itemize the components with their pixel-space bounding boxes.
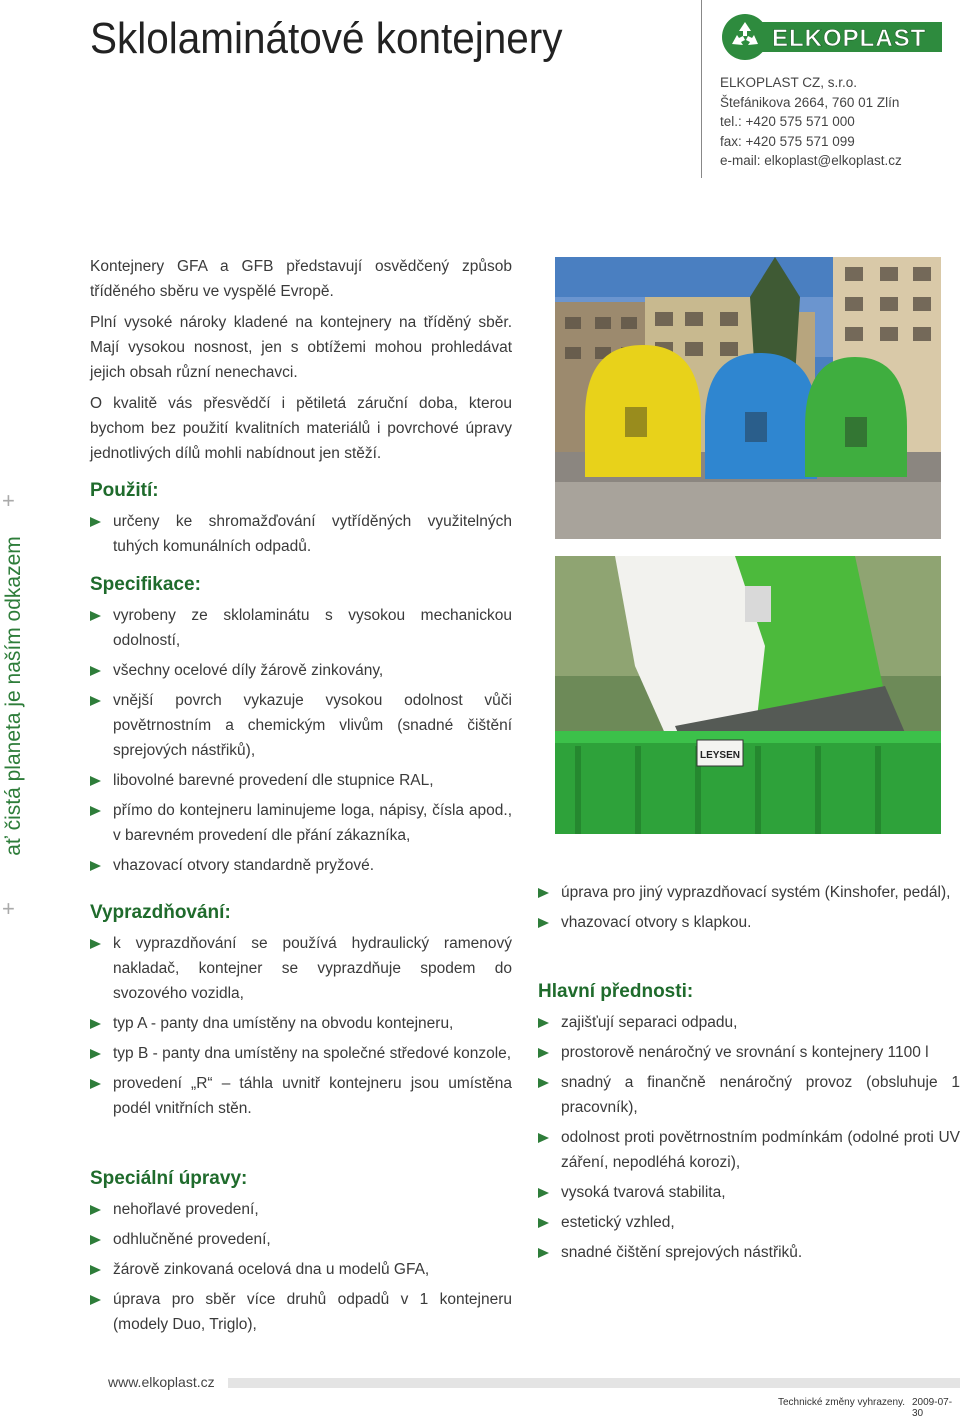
list-item: k vyprazdňování se používá hydraulický ramenový nakladač, kontejner se vyprazdňuje spodem do svozového vozidla,	[90, 931, 512, 1006]
plus-mark-bottom: +	[2, 896, 15, 921]
bullet-arrow-icon	[90, 1265, 101, 1275]
right-list-continued	[538, 880, 960, 940]
list-item: vhazovací otvory s klapkou.	[538, 910, 960, 935]
bullet-arrow-icon	[90, 1079, 101, 1089]
bullet-arrow-icon	[90, 696, 101, 706]
bullet-list	[90, 603, 512, 878]
section-specialni-upravy	[90, 1166, 512, 1342]
section-heading: Hlavní přednosti:	[538, 981, 694, 1002]
bullet-arrow-icon	[90, 861, 101, 871]
bullet-arrow-icon	[90, 939, 101, 949]
bullet-list	[538, 880, 960, 935]
contact-tel: tel.: +420 575 571 000	[720, 114, 855, 129]
section-heading: Použití:	[90, 480, 159, 501]
contact-company: ELKOPLAST CZ, s.r.o.	[720, 75, 858, 90]
header-divider	[701, 0, 702, 178]
intro-paragraph: Plní vysoké nároky kladené na kontejnery na tříděný sběr. Mají vysokou nosnost, jen s obtížemi mohou prohledávat jejich obsah různí nenechavci.	[90, 314, 512, 381]
contact-block	[720, 73, 902, 171]
bullet-arrow-icon	[538, 888, 549, 898]
list-item: nehořlavé provedení,	[90, 1197, 512, 1222]
list-item: úprava pro jiný vyprazdňovací systém (Kinshofer, pedál),	[538, 880, 960, 905]
intro-paragraph: O kvalitě vás přesvědčí i pětiletá záruční doba, kterou bychom bez použití kvalitních materiálů i povrchové úpravy jednotlivých dílů mohli nabídnout jen stěží.	[90, 395, 512, 462]
photo-containers	[555, 257, 941, 539]
list-item: žárově zinkovaná ocelová dna u modelů GFA,	[90, 1257, 512, 1282]
list-item: vyrobeny ze sklolaminátu s vysokou mechanickou odolností,	[90, 603, 512, 653]
section-heading: Vyprazdňování:	[90, 902, 231, 923]
bullet-list	[90, 1197, 512, 1337]
page-title: Sklolaminátové kontejnery	[90, 14, 563, 63]
bullet-arrow-icon	[90, 611, 101, 621]
bullet-arrow-icon	[90, 1205, 101, 1215]
list-item: odolnost proti povětrnostním podmínkám (odolné proti UV záření, nepodléhá korozi),	[538, 1125, 960, 1175]
company-logo	[720, 14, 942, 60]
list-item: odhlučněné provedení,	[90, 1227, 512, 1252]
bullet-list	[90, 509, 512, 559]
contact-email[interactable]: e-mail: elkoplast@elkoplast.cz	[720, 153, 902, 168]
bullet-arrow-icon	[538, 1048, 549, 1058]
bullet-arrow-icon	[90, 1235, 101, 1245]
bullet-arrow-icon	[90, 517, 101, 527]
list-item: provedení „R“ – táhla uvnitř kontejneru jsou umístěna podél vnitřních stěn.	[90, 1071, 512, 1121]
footer-date: 2009-07-30	[912, 1397, 953, 1419]
list-item: estetický vzhled,	[538, 1210, 960, 1235]
contact-address: Štefánikova 2664, 760 01 Zlín	[720, 94, 900, 110]
bullet-arrow-icon	[538, 918, 549, 928]
section-heading: Specifikace:	[90, 574, 201, 595]
bullet-arrow-icon	[538, 1188, 549, 1198]
list-item: libovolné barevné provedení dle stupnice RAL,	[90, 768, 512, 793]
bullet-arrow-icon	[538, 1248, 549, 1258]
section-hlavni-prednosti	[538, 979, 960, 1270]
section-pouziti	[90, 478, 512, 564]
intro-paragraph: Kontejnery GFA a GFB představují osvědčený způsob tříděného sběru ve vyspělé Evropě.	[90, 258, 512, 300]
list-item: všechny ocelové díly žárově zinkovány,	[90, 658, 512, 683]
bullet-arrow-icon	[538, 1078, 549, 1088]
footer-disclaimer: Technické změny vyhrazeny.	[778, 1397, 906, 1408]
logo-text: ELKOPLAST	[772, 25, 927, 52]
section-specifikace	[90, 572, 512, 883]
section-vyprazdnovani	[90, 900, 512, 1126]
bullet-arrow-icon	[90, 1295, 101, 1305]
list-item: vysoká tvarová stabilita,	[538, 1180, 960, 1205]
list-item: prostorově nenáročný ve srovnání s kontejnery 1100 l	[538, 1040, 960, 1065]
list-item: snadný a finančně nenáročný provoz (obsluhuje 1 pracovník),	[538, 1070, 960, 1120]
bullet-arrow-icon	[538, 1218, 549, 1228]
list-item: typ A - panty dna umístěny na obvodu kontejneru,	[90, 1011, 512, 1036]
photo-label: LEYSEN	[699, 750, 741, 761]
bullet-list	[90, 931, 512, 1121]
contact-fax: fax: +420 575 571 099	[720, 133, 855, 149]
footer-bar	[228, 1378, 960, 1388]
list-item: určeny ke shromažďování vytříděných využitelných tuhých komunálních odpadů.	[90, 509, 512, 559]
list-item: vhazovací otvory standardně pryžové.	[90, 853, 512, 878]
list-item: přímo do kontejneru laminujeme loga, nápisy, čísla apod., v barevném provedení dle přání zákazníka,	[90, 798, 512, 848]
bullet-arrow-icon	[538, 1133, 549, 1143]
side-slogan: ať čistá planeta je naším odkazem	[2, 536, 25, 856]
list-item: zajišťují separaci odpadu,	[538, 1010, 960, 1035]
bullet-list	[538, 1010, 960, 1265]
bullet-arrow-icon	[90, 666, 101, 676]
list-item: úprava pro sběr více druhů odpadů v 1 kontejneru (modely Duo, Triglo),	[90, 1287, 512, 1337]
logo-graphic	[720, 14, 942, 60]
list-item: vnější povrch vykazuje vysokou odolnost vůči povětrnostním a chemickým vlivům (snadné čištění sprejových nástřiků),	[90, 688, 512, 763]
plus-mark-top: +	[2, 488, 15, 513]
intro-text	[90, 254, 512, 472]
list-item: snadné čištění sprejových nástřiků.	[538, 1240, 960, 1265]
bullet-arrow-icon	[538, 1018, 549, 1028]
photo-emptying	[555, 556, 941, 834]
bullet-arrow-icon	[90, 1049, 101, 1059]
bullet-arrow-icon	[90, 776, 101, 786]
section-heading: Speciální úpravy:	[90, 1168, 248, 1189]
list-item: typ B - panty dna umístěny na společné středové konzole,	[90, 1041, 512, 1066]
bullet-arrow-icon	[90, 1019, 101, 1029]
bullet-arrow-icon	[90, 806, 101, 816]
footer-website-link[interactable]: www.elkoplast.cz	[108, 1374, 215, 1390]
